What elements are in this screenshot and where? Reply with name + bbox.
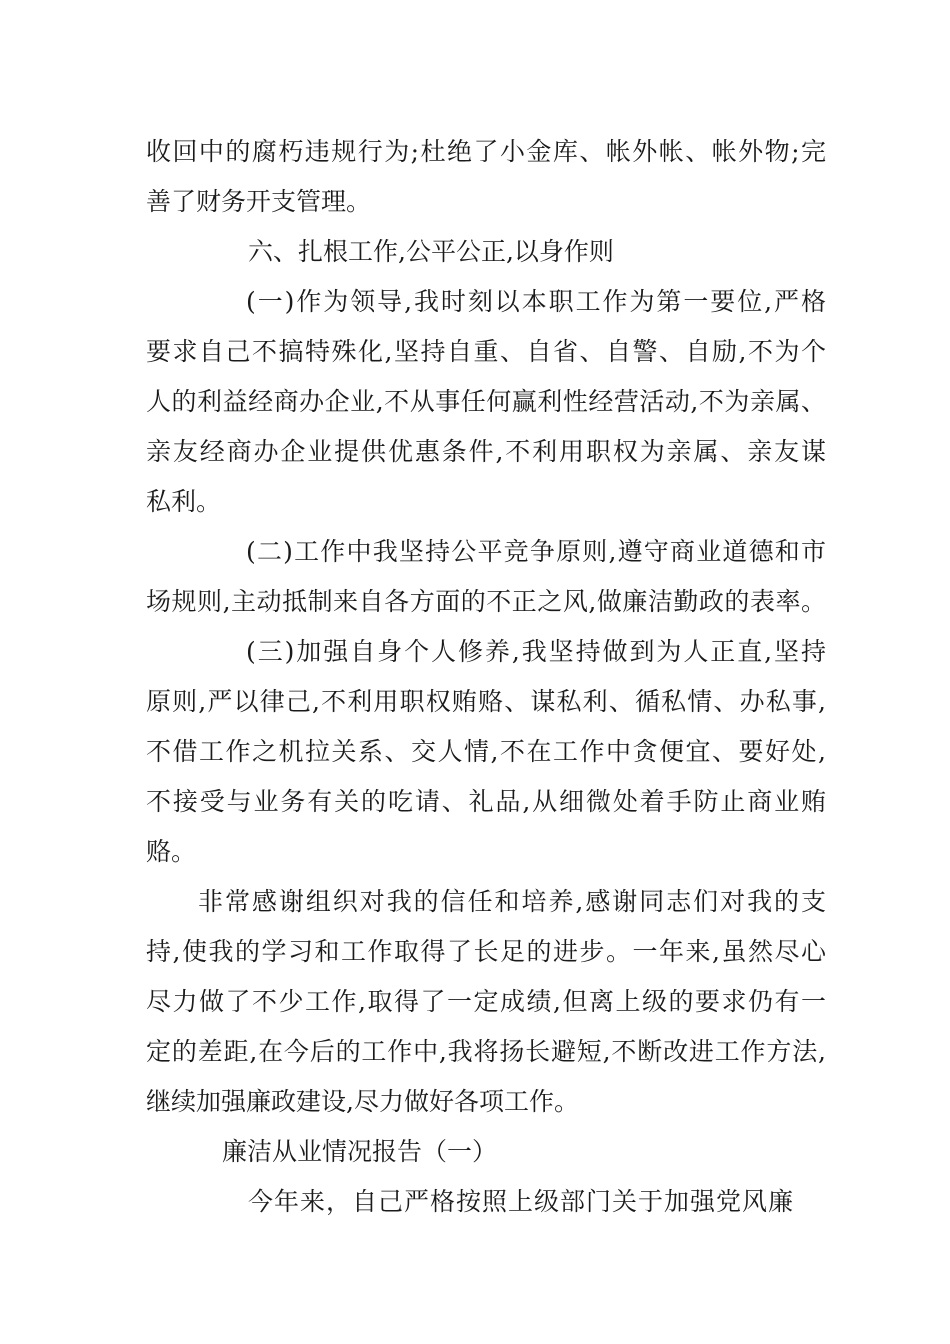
text-line: 场规则,主动抵制来自各方面的不正之风,做廉洁勤政的表率。 — [146, 587, 826, 616]
text-line: 私利。 — [146, 487, 222, 516]
document-body — [146, 127, 826, 1227]
text-line: 亲友经商办企业提供优惠条件,不利用职权为亲属、亲友谋 — [146, 437, 826, 466]
text-line: 继续加强廉政建设,尽力做好各项工作。 — [146, 1087, 579, 1116]
text-line: 人的利益经商办企业,不从事任何赢利性经营活动,不为亲属、 — [146, 387, 826, 416]
text-line: 不接受与业务有关的吃请、礼品,从细微处着手防止商业贿 — [146, 787, 826, 816]
section-heading: 六、扎根工作,公平公正,以身作则 — [248, 237, 614, 266]
text-line: 善了财务开支管理。 — [146, 187, 372, 216]
text-line: 非常感谢组织对我的信任和培养,感谢同志们对我的支 — [198, 887, 826, 916]
text-line: 尽力做了不少工作,取得了一定成绩,但离上级的要求仍有一 — [146, 987, 826, 1016]
text-line: 今年来，自己严格按照上级部门关于加强党风廉 — [248, 1187, 795, 1216]
text-line: 收回中的腐朽违规行为;杜绝了小金库、帐外帐、帐外物;完 — [146, 137, 826, 166]
report-title: 廉洁从业情况报告（一） — [222, 1137, 498, 1166]
text-line: (二)工作中我坚持公平竞争原则,遵守商业道德和市 — [246, 537, 826, 566]
text-line: 原则,严以律己,不利用职权贿赂、谋私利、循私情、办私事, — [146, 687, 826, 716]
text-line: 持,使我的学习和工作取得了长足的进步。一年来,虽然尽心 — [146, 937, 826, 966]
text-line: 要求自己不搞特殊化,坚持自重、自省、自警、自励,不为个 — [146, 337, 826, 366]
text-line: (一)作为领导,我时刻以本职工作为第一要位,严格 — [246, 287, 826, 316]
text-line: 不借工作之机拉关系、交人情,不在工作中贪便宜、要好处, — [146, 737, 826, 766]
text-line: (三)加强自身个人修养,我坚持做到为人正直,坚持 — [246, 637, 826, 666]
text-line: 定的差距,在今后的工作中,我将扬长避短,不断改进工作方法, — [146, 1037, 826, 1066]
text-line: 赂。 — [146, 837, 197, 866]
